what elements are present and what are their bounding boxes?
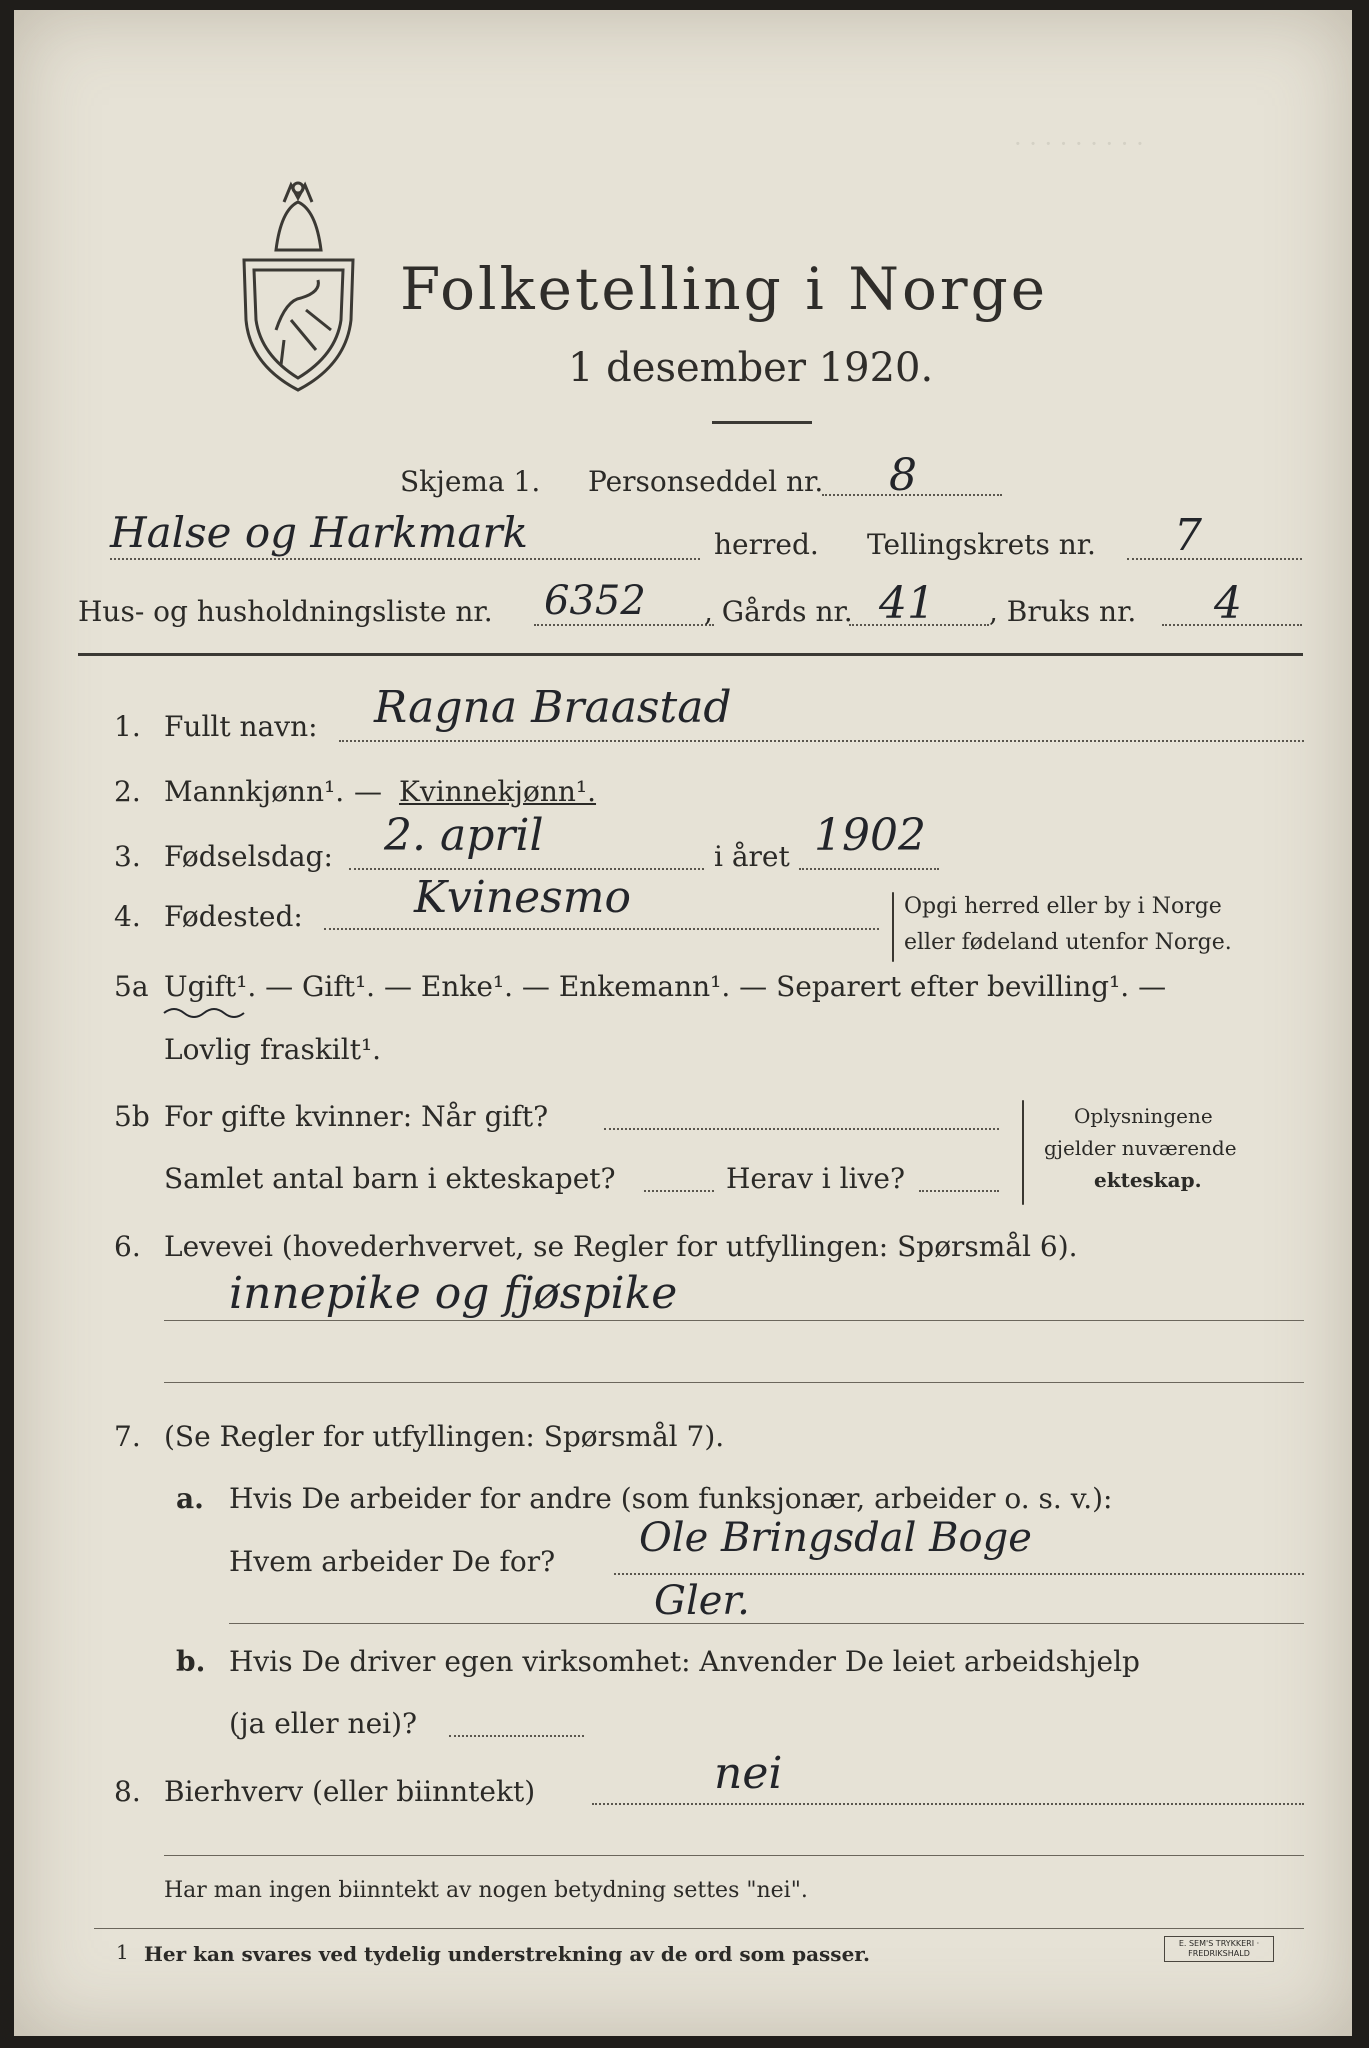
husliste-line xyxy=(534,624,714,626)
q7-number: 7. xyxy=(114,1420,141,1453)
q3-number: 3. xyxy=(114,840,141,873)
q2-sep: — xyxy=(354,775,382,808)
q1-number: 1. xyxy=(114,710,141,743)
q4-label: Fødested: xyxy=(164,900,303,933)
q7a-employer[interactable]: Ole Bringsdal Boge xyxy=(639,1515,1032,1561)
q5b-line-1: For gifte kvinner: Når gift? xyxy=(164,1100,549,1133)
q5b-number: 5b xyxy=(114,1100,150,1133)
q7b-line-1: Hvis De driver egen virksomhet: Anvender De leiet arbeidshjelp xyxy=(229,1645,1140,1678)
personseddel-label: Personseddel nr. xyxy=(588,465,824,498)
herred-line xyxy=(110,558,700,560)
q2-female[interactable]: Kvinnekjønn¹. xyxy=(399,775,597,808)
q7-label: (Se Regler for utfyllingen: Spørsmål 7). xyxy=(164,1420,725,1453)
q8-line xyxy=(592,1803,1304,1805)
q5b-brace xyxy=(1022,1100,1024,1205)
footer-rule xyxy=(94,1928,1304,1929)
skjema-label: Skjema 1. xyxy=(400,465,541,498)
q6-line-2 xyxy=(164,1382,1304,1383)
q5b-married-line[interactable] xyxy=(604,1128,999,1130)
census-form-page xyxy=(14,10,1352,2036)
q3-line xyxy=(349,868,704,870)
q5b-children-line[interactable] xyxy=(644,1190,714,1192)
q4-brace xyxy=(892,892,894,962)
q8-value[interactable]: nei xyxy=(714,1748,783,1799)
tellingskrets-line xyxy=(1127,558,1302,560)
q3-birthday[interactable]: 2. april xyxy=(384,810,544,861)
gards-label: , Gårds nr. xyxy=(704,595,853,628)
tellingskrets-label: Tellingskrets nr. xyxy=(867,528,1096,561)
personseddel-value[interactable]: 8 xyxy=(889,450,917,501)
q3-year-label: i året xyxy=(714,840,790,873)
title-divider xyxy=(712,421,812,424)
q7a-employer-place[interactable]: Gler. xyxy=(654,1578,750,1624)
bruks-label: , Bruks nr. xyxy=(989,595,1137,628)
coat-of-arms-icon xyxy=(236,180,361,395)
q4-note-2: eller fødeland utenfor Norge. xyxy=(904,930,1232,955)
q6-occupation[interactable]: innepike og fjøspike xyxy=(229,1268,678,1319)
q5b-note-3: ekteskap. xyxy=(1094,1168,1202,1192)
q7a-line-1: Hvis De arbeider for andre (som funksjonær, arbeider o. s. v.): xyxy=(229,1482,1113,1515)
q8-label: Bierhverv (eller biinntekt) xyxy=(164,1775,536,1808)
q5b-alive-line[interactable] xyxy=(919,1190,999,1192)
q8-number: 8. xyxy=(114,1775,141,1808)
q1-label: Fullt navn: xyxy=(164,710,318,743)
herred-value[interactable]: Halse og Harkmark xyxy=(110,508,528,557)
q5a-line-1[interactable]: Ugift¹. — Gift¹. — Enke¹. — Enkemann¹. — Separert efter bevilling¹. — xyxy=(164,970,1167,1003)
q5a-line-2[interactable]: Lovlig fraskilt¹. xyxy=(164,1033,382,1066)
ugift-underline-icon xyxy=(162,1005,257,1019)
q7a-letter: a. xyxy=(176,1482,204,1515)
gards-value[interactable]: 41 xyxy=(879,578,935,629)
q7a-line-extra xyxy=(229,1623,1304,1624)
q5b-note-2: gjelder nuværende xyxy=(1044,1136,1237,1160)
footer-note: Har man ingen biinntekt av nogen betydning settes "nei". xyxy=(164,1878,808,1903)
q2-male[interactable]: Mannkjønn¹. xyxy=(164,775,345,808)
printer-stamp: E. SEM'S TRYKKERI · FREDRIKSHALD xyxy=(1164,1936,1274,1962)
q1-full-name[interactable]: Ragna Braastad xyxy=(374,682,732,733)
header-separator xyxy=(78,653,1303,656)
tellingskrets-value[interactable]: 7 xyxy=(1174,510,1202,561)
q6-line-1 xyxy=(164,1320,1304,1321)
q2-number: 2. xyxy=(114,775,141,808)
bleed-through-text: · · · · · · · · · xyxy=(1014,130,1144,158)
q1-line xyxy=(339,740,1304,742)
q6-number: 6. xyxy=(114,1230,141,1263)
q7b-answer-line[interactable] xyxy=(449,1735,584,1737)
bruks-value[interactable]: 4 xyxy=(1214,578,1242,629)
q4-number: 4. xyxy=(114,900,141,933)
husliste-label: Hus- og husholdningsliste nr. xyxy=(78,595,493,628)
q3-label: Fødselsdag: xyxy=(164,840,333,873)
husliste-value[interactable]: 6352 xyxy=(544,578,646,624)
q3-year-line xyxy=(799,868,939,870)
q5b-note-1: Oplysningene xyxy=(1074,1104,1213,1128)
q3-year-value[interactable]: 1902 xyxy=(814,810,926,861)
q7a-line-2: Hvem arbeider De for? xyxy=(229,1545,556,1578)
q5b-line-2a: Samlet antal barn i ekteskapet? xyxy=(164,1162,616,1195)
q6-label: Levevei (hovederhvervet, se Regler for utfyllingen: Spørsmål 6). xyxy=(164,1230,1078,1263)
herred-label: herred. xyxy=(714,528,819,561)
q5a-number: 5a xyxy=(114,970,149,1003)
q7a-line xyxy=(614,1573,1304,1575)
q4-line xyxy=(324,928,879,930)
q8-line-2 xyxy=(164,1855,1304,1856)
q4-note-1: Opgi herred eller by i Norge xyxy=(904,894,1222,919)
q5b-line-2b: Herav i live? xyxy=(726,1162,905,1195)
form-title: Folketelling i Norge xyxy=(400,255,1049,323)
footnote-mark: 1 xyxy=(116,1940,129,1964)
footnote-text: Her kan svares ved tydelig understrekning av de ord som passer. xyxy=(144,1942,870,1966)
q7b-line-2: (ja eller nei)? xyxy=(229,1707,418,1740)
form-date: 1 desember 1920. xyxy=(568,345,934,391)
q4-birthplace[interactable]: Kvinesmo xyxy=(414,872,631,923)
q7b-letter: b. xyxy=(176,1645,206,1678)
